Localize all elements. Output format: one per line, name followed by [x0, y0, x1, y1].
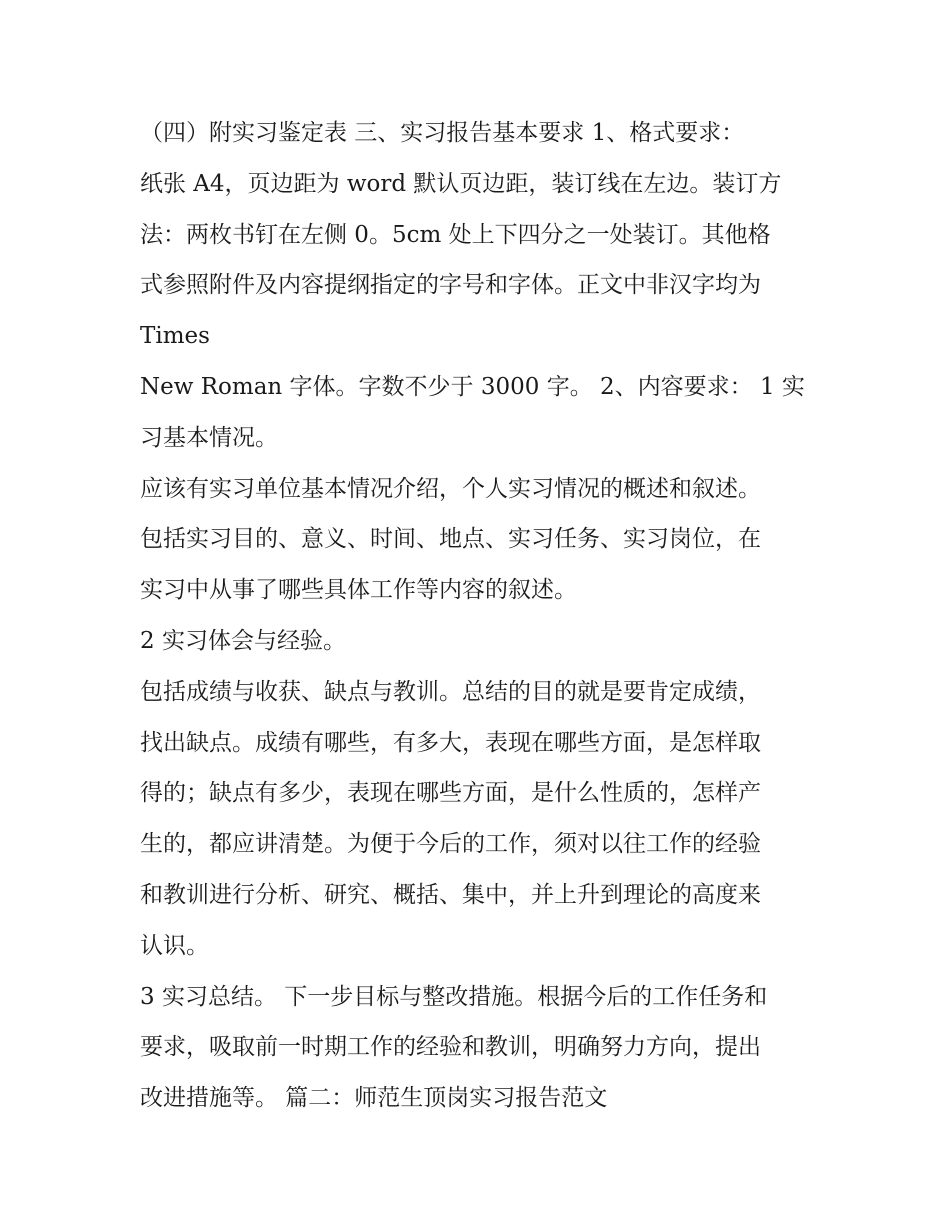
- text-line: 式参照附件及内容提纲指定的字号和字体。正文中非汉字均为: [140, 272, 761, 299]
- text-line: Times: [140, 323, 210, 350]
- text-line: 包括成绩与收获、缺点与教训。总结的目的就是要肯定成绩，: [140, 678, 761, 705]
- text-line: （四）附实习鉴定表 三、实习报告基本要求 1、格式要求：: [140, 120, 745, 146]
- text-line: 法：两枚书钉在左侧 0。5cm 处上下四分之一处装订。其他格: [140, 221, 771, 248]
- text-line: 包括实习目的、意义、时间、地点、实习任务、实习岗位，在: [140, 526, 761, 553]
- text-line: 得的；缺点有多少，表现在哪些方面，是什么性质的，怎样产: [140, 780, 761, 807]
- text-line: 找出缺点。成绩有哪些，有多大，表现在哪些方面，是怎样取: [140, 729, 761, 756]
- text-line: 习基本情况。: [140, 424, 278, 451]
- text-line: 纸张 A4，页边距为 word 默认页边距，装订线在左边。装订方: [140, 170, 782, 197]
- text-line: New Roman 字体。字数不少于 3000 字。 2、内容要求： 1 实: [140, 373, 805, 400]
- document-body: [140, 108, 815, 1124]
- text-line: 要求，吸取前一时期工作的经验和教训，明确努力方向，提出: [140, 1034, 761, 1061]
- text-line: 3 实习总结。 下一步目标与整改措施。根据今后的工作任务和: [140, 983, 768, 1010]
- text-line: 和教训进行分析、研究、概括、集中，并上升到理论的高度来: [140, 881, 761, 908]
- section-heading: 2 实习体会与经验。: [140, 627, 346, 654]
- text-line: 生的，都应讲清楚。为便于今后的工作，须对以往工作的经验: [140, 831, 761, 858]
- text-line: 认识。: [140, 932, 209, 959]
- text-line: 实习中从事了哪些具体工作等内容的叙述。: [140, 577, 577, 604]
- text-line: 应该有实习单位基本情况介绍，个人实习情况的概述和叙述。: [140, 475, 761, 502]
- text-line: 改进措施等。 篇二：师范生顶岗实习报告范文: [140, 1085, 608, 1112]
